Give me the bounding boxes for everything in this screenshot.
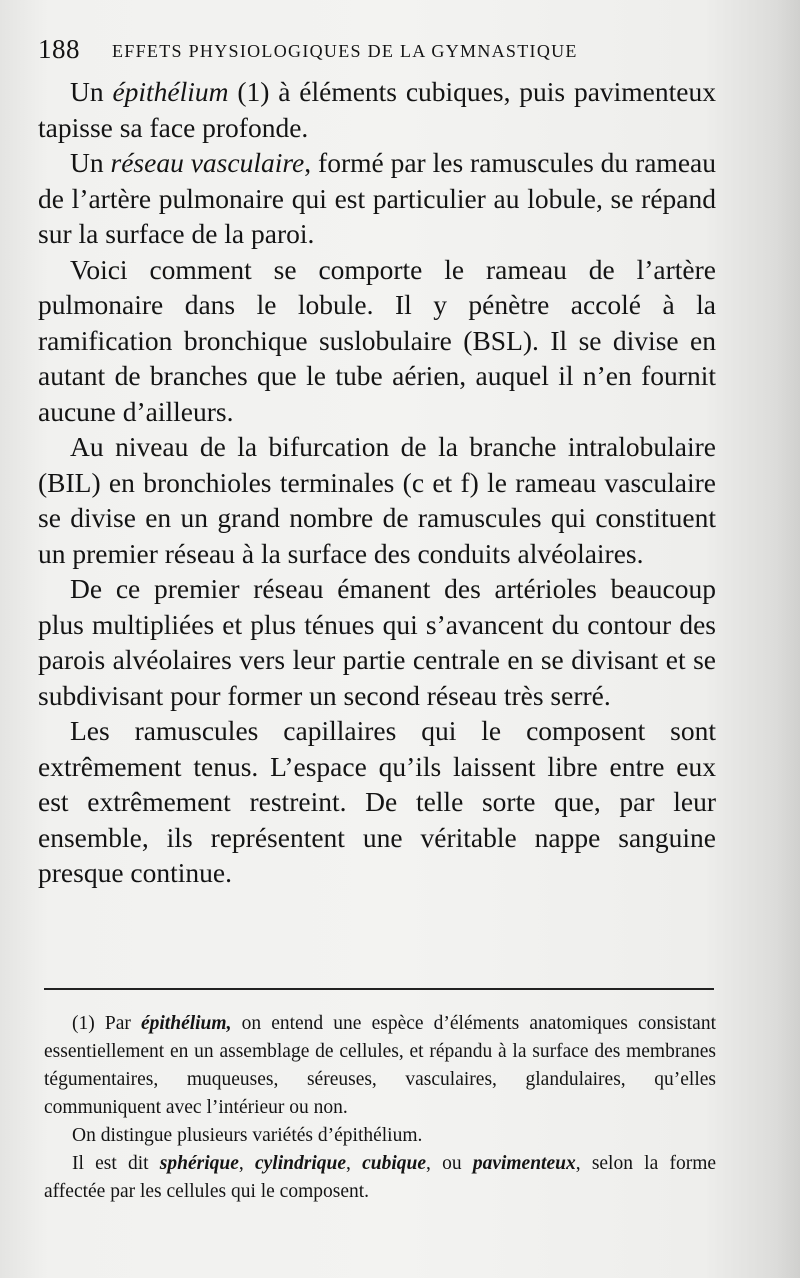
paragraph-2 <box>38 145 716 252</box>
paragraph-1-rest: (1) à éléments cubiques, puis pavimenteux tapisse sa face profonde. <box>38 76 716 143</box>
footnotes <box>44 1010 716 1206</box>
footnote-term-spherique: sphérique <box>159 1153 239 1174</box>
footnote-3-lead: Il est dit <box>72 1153 160 1174</box>
paragraph-2-lead: Un <box>70 147 111 178</box>
body-text <box>38 74 716 891</box>
footnote-divider <box>44 988 714 990</box>
paragraph-5: De ce premier réseau émanent des artérioles beaucoup plus multipliées et plus ténues qui s’avancent du contour des parois alvéolaires vers leur partie centrale en se divisant et se subdivisant pour former un second réseau très serré. <box>38 573 716 711</box>
paragraph-4: Au niveau de la bifurcation de la branche intralobulaire (BIL) en bronchioles terminales (c et f) le rameau vasculaire se divise en un grand nombre de ramuscules qui constituent un premier réseau à la surface des conduits alvéolaires. <box>38 431 716 569</box>
paragraph-6: Les ramuscules capillaires qui le composent sont extrêmement tenus. L’espace qu’ils laissent libre entre eux est extrêmement restreint. De telle sorte que, par leur ensemble, ils représentent une véritable nappe sanguine presque continue. <box>38 715 716 888</box>
footnote-term-epithelium: épithélium, <box>140 1013 232 1034</box>
footnote-term-cubique: cubique <box>362 1153 427 1174</box>
page-number: 188 <box>38 34 80 64</box>
footnote-1 <box>44 1010 716 1122</box>
term-reseau-vasculaire: réseau vasculaire <box>110 147 305 178</box>
footnote-term-pavimenteux: pavimenteux <box>472 1153 576 1174</box>
footnote-3-sep-2: , <box>346 1153 363 1174</box>
paragraph-3: Voici comment se comporte le rameau de l’artère pulmonaire dans le lobule. Il y pénètre accolé à la ramification bronchique suslobulaire (BSL). Il se divise en autant de branches que le tube aérien, auquel il n’en fournit aucune d’ailleurs. <box>38 253 716 427</box>
footnote-3 <box>44 1150 716 1206</box>
page-header <box>38 34 728 68</box>
footnote-1-rest: on entend une espèce d’éléments anatomiques consistant essentiellement en un assemblage de cellules, et répandu à la surface des membranes tégumentaires, muqueuses, séreuses, vasculaires, glandulaires, qu’elles communiquent avec l’intérieur ou non. <box>44 1013 716 1118</box>
term-epithelium: épithélium <box>112 76 229 107</box>
paragraph-1 <box>38 74 716 145</box>
footnote-2: On distingue plusieurs variétés d’épithélium. <box>72 1125 423 1146</box>
footnote-term-cylindrique: cylindrique <box>255 1153 346 1174</box>
paragraph-2-rest: , formé par les ramuscules du rameau de l’artère pulmonaire qui est particulier au lobule, se répand sur la surface de la paroi. <box>38 147 716 249</box>
running-head: EFFETS PHYSIOLOGIQUES DE LA GYMNASTIQUE <box>112 41 578 61</box>
footnote-3-rest: , selon la forme affectée par les cellules qui le composent. <box>44 1153 717 1202</box>
paragraph-1-lead: Un <box>70 76 113 107</box>
footnote-3-sep-3: , ou <box>426 1153 473 1174</box>
footnote-1-lead: (1) Par <box>72 1013 141 1034</box>
footnote-3-sep-1: , <box>238 1153 255 1174</box>
